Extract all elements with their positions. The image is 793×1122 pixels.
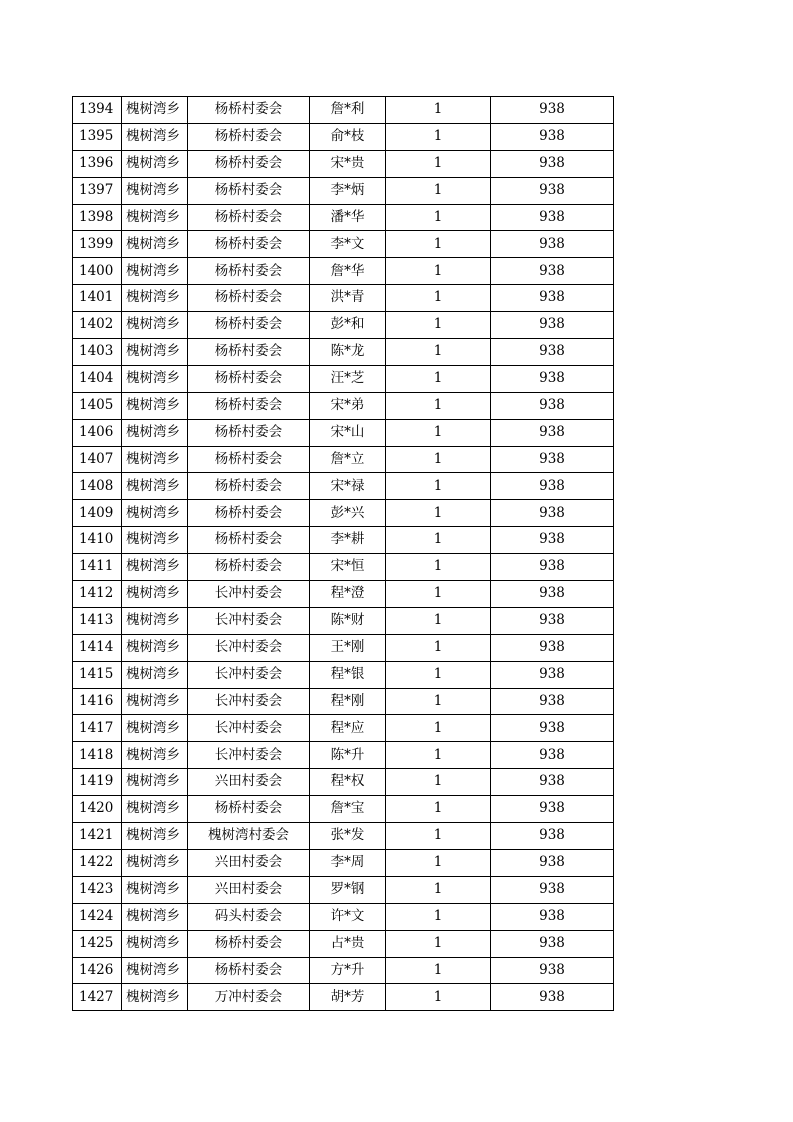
township-cell: 槐树湾乡 (122, 661, 188, 688)
count-cell: 1 (386, 473, 491, 500)
row-number-cell: 1415 (73, 661, 122, 688)
amount-cell: 938 (491, 876, 614, 903)
table-row (73, 473, 614, 500)
row-number-cell: 1403 (73, 339, 122, 366)
count-cell: 1 (386, 769, 491, 796)
township-cell: 槐树湾乡 (122, 419, 188, 446)
person-name-cell: 占*贵 (310, 930, 386, 957)
township-cell: 槐树湾乡 (122, 339, 188, 366)
amount-cell: 938 (491, 365, 614, 392)
township-cell: 槐树湾乡 (122, 796, 188, 823)
count-cell: 1 (386, 392, 491, 419)
village-committee-cell: 杨桥村委会 (188, 930, 310, 957)
amount-cell: 938 (491, 446, 614, 473)
township-cell: 槐树湾乡 (122, 177, 188, 204)
person-name-cell: 张*发 (310, 823, 386, 850)
row-number-cell: 1394 (73, 97, 122, 124)
table-row (73, 984, 614, 1011)
village-committee-cell: 杨桥村委会 (188, 365, 310, 392)
person-name-cell: 陈*升 (310, 742, 386, 769)
person-name-cell: 程*刚 (310, 688, 386, 715)
township-cell: 槐树湾乡 (122, 688, 188, 715)
township-cell: 槐树湾乡 (122, 258, 188, 285)
person-name-cell: 詹*立 (310, 446, 386, 473)
amount-cell: 938 (491, 823, 614, 850)
township-cell: 槐树湾乡 (122, 634, 188, 661)
village-committee-cell: 长冲村委会 (188, 581, 310, 608)
township-cell: 槐树湾乡 (122, 930, 188, 957)
village-committee-cell: 长冲村委会 (188, 688, 310, 715)
amount-cell: 938 (491, 742, 614, 769)
village-committee-cell: 杨桥村委会 (188, 796, 310, 823)
village-committee-cell: 杨桥村委会 (188, 231, 310, 258)
person-name-cell: 陈*龙 (310, 339, 386, 366)
table-row (73, 419, 614, 446)
person-name-cell: 彭*兴 (310, 500, 386, 527)
row-number-cell: 1400 (73, 258, 122, 285)
village-committee-cell: 杨桥村委会 (188, 339, 310, 366)
count-cell: 1 (386, 312, 491, 339)
row-number-cell: 1406 (73, 419, 122, 446)
count-cell: 1 (386, 823, 491, 850)
person-name-cell: 詹*宝 (310, 796, 386, 823)
person-name-cell: 宋*山 (310, 419, 386, 446)
row-number-cell: 1419 (73, 769, 122, 796)
roster-table (72, 96, 614, 1011)
table-row (73, 715, 614, 742)
table-row (73, 581, 614, 608)
village-committee-cell: 杨桥村委会 (188, 527, 310, 554)
amount-cell: 938 (491, 419, 614, 446)
table-row (73, 258, 614, 285)
table-row (73, 365, 614, 392)
roster-body (73, 97, 614, 1011)
person-name-cell: 胡*芳 (310, 984, 386, 1011)
count-cell: 1 (386, 634, 491, 661)
table-row (73, 769, 614, 796)
count-cell: 1 (386, 419, 491, 446)
person-name-cell: 方*升 (310, 957, 386, 984)
count-cell: 1 (386, 930, 491, 957)
amount-cell: 938 (491, 661, 614, 688)
person-name-cell: 宋*禄 (310, 473, 386, 500)
person-name-cell: 陈*财 (310, 607, 386, 634)
township-cell: 槐树湾乡 (122, 500, 188, 527)
row-number-cell: 1408 (73, 473, 122, 500)
count-cell: 1 (386, 97, 491, 124)
count-cell: 1 (386, 796, 491, 823)
township-cell: 槐树湾乡 (122, 392, 188, 419)
table-row (73, 661, 614, 688)
village-committee-cell: 杨桥村委会 (188, 419, 310, 446)
row-number-cell: 1407 (73, 446, 122, 473)
amount-cell: 938 (491, 903, 614, 930)
amount-cell: 938 (491, 607, 614, 634)
table-row (73, 339, 614, 366)
table-row (73, 903, 614, 930)
person-name-cell: 李*耕 (310, 527, 386, 554)
row-number-cell: 1426 (73, 957, 122, 984)
village-committee-cell: 杨桥村委会 (188, 392, 310, 419)
amount-cell: 938 (491, 312, 614, 339)
row-number-cell: 1420 (73, 796, 122, 823)
row-number-cell: 1418 (73, 742, 122, 769)
row-number-cell: 1412 (73, 581, 122, 608)
township-cell: 槐树湾乡 (122, 876, 188, 903)
person-name-cell: 李*周 (310, 849, 386, 876)
row-number-cell: 1402 (73, 312, 122, 339)
amount-cell: 938 (491, 97, 614, 124)
amount-cell: 938 (491, 339, 614, 366)
village-committee-cell: 长冲村委会 (188, 661, 310, 688)
row-number-cell: 1423 (73, 876, 122, 903)
row-number-cell: 1405 (73, 392, 122, 419)
table-row (73, 392, 614, 419)
township-cell: 槐树湾乡 (122, 150, 188, 177)
row-number-cell: 1416 (73, 688, 122, 715)
person-name-cell: 王*刚 (310, 634, 386, 661)
table-row (73, 446, 614, 473)
amount-cell: 938 (491, 930, 614, 957)
village-committee-cell: 长冲村委会 (188, 607, 310, 634)
amount-cell: 938 (491, 527, 614, 554)
amount-cell: 938 (491, 150, 614, 177)
table-row (73, 607, 614, 634)
village-committee-cell: 槐树湾村委会 (188, 823, 310, 850)
count-cell: 1 (386, 876, 491, 903)
amount-cell: 938 (491, 473, 614, 500)
table-row (73, 527, 614, 554)
table-row (73, 97, 614, 124)
count-cell: 1 (386, 661, 491, 688)
village-committee-cell: 杨桥村委会 (188, 957, 310, 984)
count-cell: 1 (386, 285, 491, 312)
row-number-cell: 1427 (73, 984, 122, 1011)
person-name-cell: 罗*钢 (310, 876, 386, 903)
count-cell: 1 (386, 446, 491, 473)
count-cell: 1 (386, 581, 491, 608)
count-cell: 1 (386, 984, 491, 1011)
amount-cell: 938 (491, 634, 614, 661)
count-cell: 1 (386, 742, 491, 769)
row-number-cell: 1401 (73, 285, 122, 312)
person-name-cell: 宋*弟 (310, 392, 386, 419)
person-name-cell: 许*文 (310, 903, 386, 930)
village-committee-cell: 兴田村委会 (188, 849, 310, 876)
count-cell: 1 (386, 150, 491, 177)
village-committee-cell: 杨桥村委会 (188, 258, 310, 285)
village-committee-cell: 杨桥村委会 (188, 554, 310, 581)
amount-cell: 938 (491, 231, 614, 258)
township-cell: 槐树湾乡 (122, 123, 188, 150)
township-cell: 槐树湾乡 (122, 365, 188, 392)
amount-cell: 938 (491, 177, 614, 204)
amount-cell: 938 (491, 715, 614, 742)
person-name-cell: 程*澄 (310, 581, 386, 608)
amount-cell: 938 (491, 849, 614, 876)
count-cell: 1 (386, 957, 491, 984)
count-cell: 1 (386, 231, 491, 258)
count-cell: 1 (386, 527, 491, 554)
table-row (73, 204, 614, 231)
table-row (73, 123, 614, 150)
village-committee-cell: 杨桥村委会 (188, 473, 310, 500)
amount-cell: 938 (491, 581, 614, 608)
amount-cell: 938 (491, 957, 614, 984)
count-cell: 1 (386, 123, 491, 150)
row-number-cell: 1424 (73, 903, 122, 930)
village-committee-cell: 杨桥村委会 (188, 97, 310, 124)
township-cell: 槐树湾乡 (122, 446, 188, 473)
person-name-cell: 程*银 (310, 661, 386, 688)
amount-cell: 938 (491, 796, 614, 823)
row-number-cell: 1425 (73, 930, 122, 957)
person-name-cell: 李*炳 (310, 177, 386, 204)
amount-cell: 938 (491, 500, 614, 527)
person-name-cell: 程*应 (310, 715, 386, 742)
village-committee-cell: 码头村委会 (188, 903, 310, 930)
table-row (73, 957, 614, 984)
table-row (73, 177, 614, 204)
row-number-cell: 1395 (73, 123, 122, 150)
township-cell: 槐树湾乡 (122, 204, 188, 231)
township-cell: 槐树湾乡 (122, 473, 188, 500)
person-name-cell: 李*文 (310, 231, 386, 258)
table-row (73, 634, 614, 661)
township-cell: 槐树湾乡 (122, 715, 188, 742)
row-number-cell: 1413 (73, 607, 122, 634)
village-committee-cell: 杨桥村委会 (188, 312, 310, 339)
amount-cell: 938 (491, 984, 614, 1011)
count-cell: 1 (386, 177, 491, 204)
village-committee-cell: 兴田村委会 (188, 876, 310, 903)
amount-cell: 938 (491, 285, 614, 312)
amount-cell: 938 (491, 769, 614, 796)
row-number-cell: 1411 (73, 554, 122, 581)
person-name-cell: 詹*利 (310, 97, 386, 124)
row-number-cell: 1417 (73, 715, 122, 742)
township-cell: 槐树湾乡 (122, 312, 188, 339)
row-number-cell: 1399 (73, 231, 122, 258)
count-cell: 1 (386, 554, 491, 581)
person-name-cell: 宋*恒 (310, 554, 386, 581)
count-cell: 1 (386, 365, 491, 392)
township-cell: 槐树湾乡 (122, 554, 188, 581)
person-name-cell: 潘*华 (310, 204, 386, 231)
amount-cell: 938 (491, 204, 614, 231)
amount-cell: 938 (491, 258, 614, 285)
count-cell: 1 (386, 903, 491, 930)
row-number-cell: 1397 (73, 177, 122, 204)
table-row (73, 849, 614, 876)
township-cell: 槐树湾乡 (122, 231, 188, 258)
table-row (73, 796, 614, 823)
person-name-cell: 程*权 (310, 769, 386, 796)
township-cell: 槐树湾乡 (122, 581, 188, 608)
table-row (73, 285, 614, 312)
table-row (73, 688, 614, 715)
row-number-cell: 1396 (73, 150, 122, 177)
table-row (73, 554, 614, 581)
amount-cell: 938 (491, 123, 614, 150)
row-number-cell: 1404 (73, 365, 122, 392)
township-cell: 槐树湾乡 (122, 285, 188, 312)
table-row (73, 742, 614, 769)
person-name-cell: 彭*和 (310, 312, 386, 339)
village-committee-cell: 杨桥村委会 (188, 150, 310, 177)
amount-cell: 938 (491, 688, 614, 715)
count-cell: 1 (386, 258, 491, 285)
township-cell: 槐树湾乡 (122, 769, 188, 796)
township-cell: 槐树湾乡 (122, 823, 188, 850)
table-row (73, 876, 614, 903)
table-row (73, 312, 614, 339)
village-committee-cell: 兴田村委会 (188, 769, 310, 796)
row-number-cell: 1409 (73, 500, 122, 527)
village-committee-cell: 万冲村委会 (188, 984, 310, 1011)
row-number-cell: 1421 (73, 823, 122, 850)
township-cell: 槐树湾乡 (122, 607, 188, 634)
amount-cell: 938 (491, 554, 614, 581)
village-committee-cell: 杨桥村委会 (188, 285, 310, 312)
township-cell: 槐树湾乡 (122, 984, 188, 1011)
table-row (73, 823, 614, 850)
person-name-cell: 俞*枝 (310, 123, 386, 150)
table-row (73, 150, 614, 177)
row-number-cell: 1414 (73, 634, 122, 661)
township-cell: 槐树湾乡 (122, 742, 188, 769)
village-committee-cell: 杨桥村委会 (188, 123, 310, 150)
count-cell: 1 (386, 204, 491, 231)
row-number-cell: 1398 (73, 204, 122, 231)
person-name-cell: 洪*青 (310, 285, 386, 312)
township-cell: 槐树湾乡 (122, 903, 188, 930)
township-cell: 槐树湾乡 (122, 849, 188, 876)
township-cell: 槐树湾乡 (122, 957, 188, 984)
village-committee-cell: 杨桥村委会 (188, 204, 310, 231)
count-cell: 1 (386, 339, 491, 366)
table-row (73, 500, 614, 527)
village-committee-cell: 长冲村委会 (188, 715, 310, 742)
person-name-cell: 宋*贵 (310, 150, 386, 177)
row-number-cell: 1422 (73, 849, 122, 876)
count-cell: 1 (386, 715, 491, 742)
row-number-cell: 1410 (73, 527, 122, 554)
amount-cell: 938 (491, 392, 614, 419)
person-name-cell: 詹*华 (310, 258, 386, 285)
village-committee-cell: 杨桥村委会 (188, 446, 310, 473)
village-committee-cell: 杨桥村委会 (188, 500, 310, 527)
township-cell: 槐树湾乡 (122, 97, 188, 124)
table-row (73, 231, 614, 258)
count-cell: 1 (386, 607, 491, 634)
township-cell: 槐树湾乡 (122, 527, 188, 554)
person-name-cell: 汪*芝 (310, 365, 386, 392)
count-cell: 1 (386, 500, 491, 527)
village-committee-cell: 长冲村委会 (188, 634, 310, 661)
village-committee-cell: 长冲村委会 (188, 742, 310, 769)
count-cell: 1 (386, 849, 491, 876)
table-row (73, 930, 614, 957)
count-cell: 1 (386, 688, 491, 715)
village-committee-cell: 杨桥村委会 (188, 177, 310, 204)
